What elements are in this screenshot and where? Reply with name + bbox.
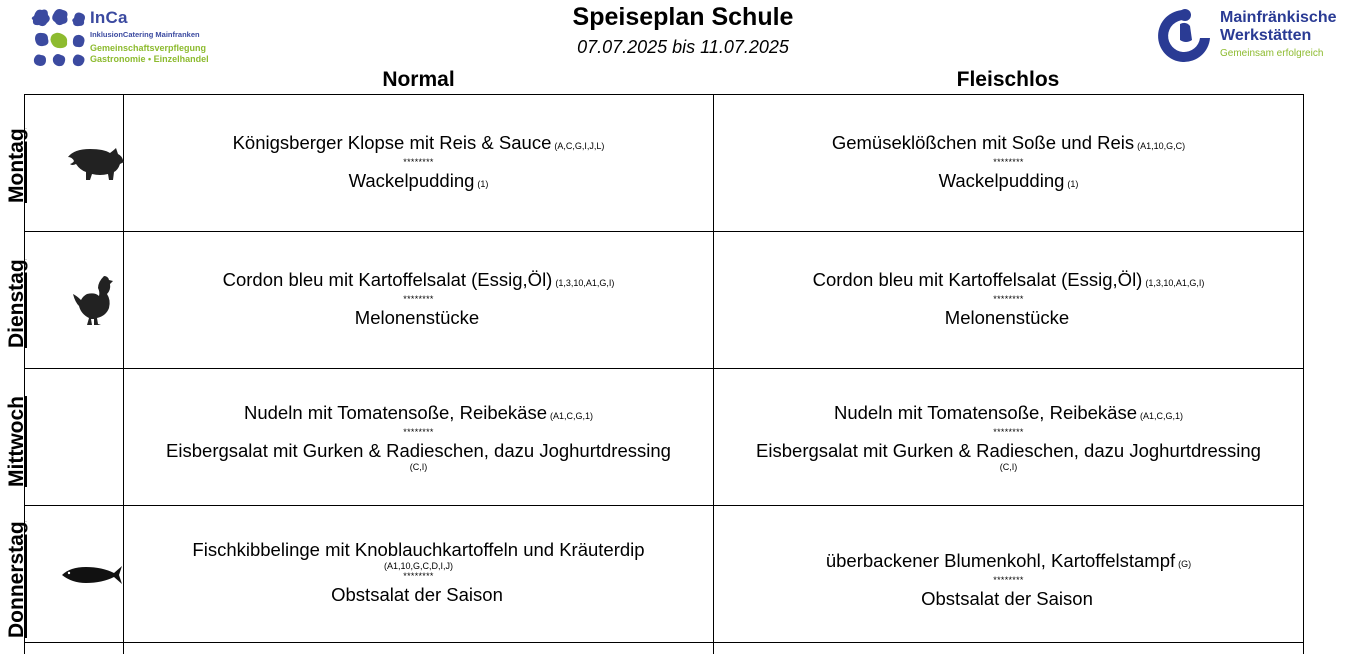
mw-name-1: Mainfränkische	[1220, 9, 1337, 26]
day-label: Montag	[5, 128, 28, 203]
meal-main: Nudeln mit Tomatensoße, Reibekäse	[243, 402, 547, 423]
allergen-codes: (G)	[1178, 559, 1192, 569]
meal-main: Cordon bleu mit Kartoffelsalat (Essig,Öl)	[222, 268, 553, 290]
meal-mittwoch-normal	[124, 369, 713, 505]
meal-main: Fischkibbelinge mit Knoblauchkartoffeln und Kräuterdip	[192, 539, 645, 560]
column-heading-fleischlos: Fleischlos	[956, 68, 1060, 91]
allergen-codes: (A1,C,G,1)	[1140, 411, 1184, 421]
mw-name-2: Werkstätten	[1220, 27, 1312, 44]
inca-line-1: Gemeinschaftsverpflegung	[90, 43, 207, 53]
page-title: Speiseplan Schule	[572, 3, 794, 31]
mainfraenkische-werkstaetten-logo	[1152, 6, 1352, 66]
dessert-codes: (1)	[1067, 178, 1079, 189]
meal-main: Gemüseklößchen mit Soße und Reis	[831, 131, 1135, 153]
separator-stars: ********	[403, 293, 434, 304]
separator-stars: ********	[403, 156, 434, 167]
mw-slogan: Gemeinsam erfolgreich	[1220, 48, 1324, 59]
meal-dienstag-normal	[124, 232, 713, 368]
day-cell-mittwoch	[5, 369, 124, 505]
inca-tagline: InklusionCatering Mainfranken	[90, 30, 200, 39]
meal-dessert: Melonenstücke	[354, 306, 480, 328]
meal-side: Eisbergsalat mit Gurken & Radieschen, dazu Joghurtdressing	[756, 440, 1261, 461]
meal-main: Königsberger Klopse mit Reis & Sauce	[232, 131, 552, 153]
meal-donnerstag-fleischlos	[714, 506, 1303, 642]
day-label: Donnerstag	[5, 521, 28, 638]
day-cell-dienstag	[5, 232, 124, 368]
allergen-codes: (A1,C,G,1)	[550, 411, 594, 421]
meal-dessert: Wackelpudding	[348, 169, 475, 191]
meal-main: überbackener Blumenkohl, Kartoffelstampf	[825, 550, 1176, 571]
inca-line-2: Gastronomie • Einzelhandel	[90, 54, 209, 64]
meal-dessert: Wackelpudding	[938, 169, 1065, 191]
separator-stars: ********	[403, 427, 434, 437]
chicken-icon	[70, 274, 114, 326]
meal-dessert: Melonenstücke	[944, 306, 1070, 328]
meal-mittwoch-fleischlos	[714, 369, 1303, 505]
day-cell-donnerstag	[5, 506, 124, 642]
meal-dienstag-fleischlos	[714, 232, 1303, 368]
table-border-right	[1303, 94, 1304, 654]
row-divider	[24, 642, 1304, 643]
meal-montag-normal	[124, 95, 713, 231]
allergen-codes: (1,3,10,A1,G,I)	[1145, 277, 1205, 288]
allergen-codes: (1,3,10,A1,G,I)	[555, 277, 615, 288]
side-codes: (C,I)	[409, 462, 428, 472]
day-label: Mittwoch	[5, 396, 28, 487]
separator-stars: ********	[403, 571, 434, 581]
allergen-codes: (A1,10,G,C)	[1137, 140, 1186, 151]
separator-stars: ********	[993, 575, 1024, 585]
side-codes: (C,I)	[999, 462, 1018, 472]
day-label: Dienstag	[5, 259, 28, 348]
date-range: 07.07.2025 bis 11.07.2025	[577, 37, 789, 57]
day-cell-montag	[5, 95, 124, 231]
meal-dessert: Obstsalat der Saison	[921, 588, 1093, 609]
meal-main: Nudeln mit Tomatensoße, Reibekäse	[833, 402, 1137, 423]
mw-logo-icon	[1152, 6, 1216, 64]
inca-name: InCa	[90, 8, 128, 27]
allergen-codes: (A,C,G,I,J,L)	[554, 140, 605, 151]
meal-main: Cordon bleu mit Kartoffelsalat (Essig,Öl)	[812, 268, 1143, 290]
meal-dessert: Obstsalat der Saison	[331, 584, 503, 605]
separator-stars: ********	[993, 293, 1024, 304]
fish-icon	[60, 564, 124, 586]
separator-stars: ********	[993, 156, 1024, 167]
meal-montag-fleischlos	[714, 95, 1303, 231]
separator-stars: ********	[993, 427, 1024, 437]
meal-side: Eisbergsalat mit Gurken & Radieschen, dazu Joghurtdressing	[166, 440, 671, 461]
allergen-codes: (A1,10,G,C,D,I,J)	[383, 561, 454, 571]
column-heading-normal: Normal	[382, 68, 455, 91]
dessert-codes: (1)	[477, 178, 489, 189]
pig-icon	[62, 145, 124, 181]
meal-donnerstag-normal	[124, 506, 713, 642]
